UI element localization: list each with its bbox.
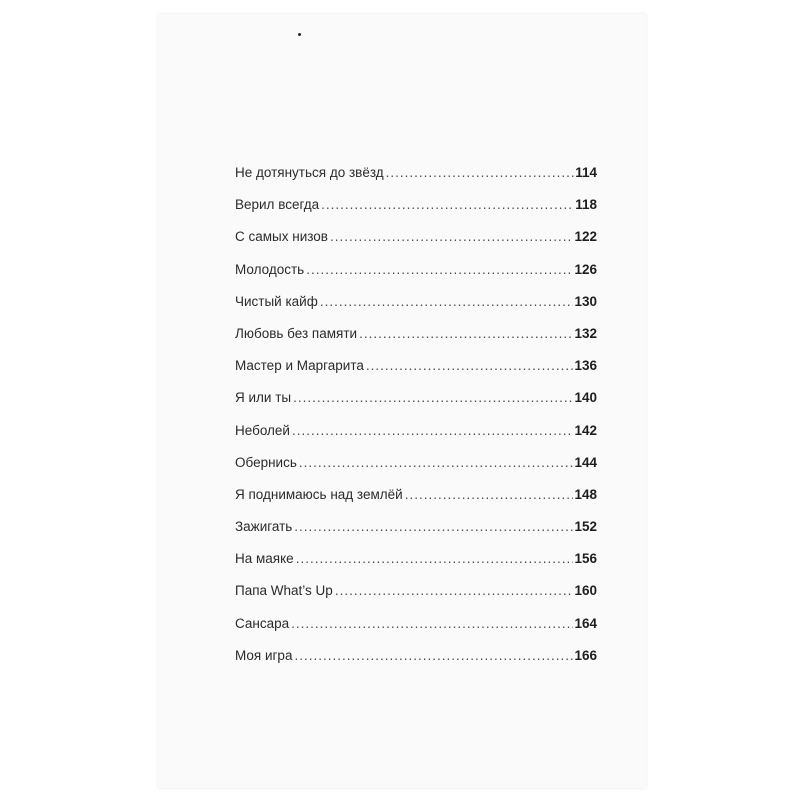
toc-entry-page: 148 xyxy=(574,486,597,502)
dot-leader xyxy=(306,262,573,277)
toc-entry-page: 114 xyxy=(575,165,597,180)
toc-entry xyxy=(235,551,597,583)
dot-leader xyxy=(335,583,574,598)
toc-entry-page: 140 xyxy=(574,390,597,406)
toc-entry-page: 122 xyxy=(574,229,597,245)
dot-leader xyxy=(296,551,574,566)
table-of-contents xyxy=(235,165,597,680)
toc-entry xyxy=(235,455,597,487)
dot-leader xyxy=(294,519,573,534)
toc-entry-title: На маяке xyxy=(235,551,294,567)
dot-leader xyxy=(359,326,573,341)
toc-entry xyxy=(235,326,597,358)
dot-leader xyxy=(321,197,574,212)
toc-entry-title: Моя игра xyxy=(235,647,293,663)
toc-entry-title: Я поднимаюсь над землёй xyxy=(235,486,403,502)
toc-entry xyxy=(235,487,597,519)
toc-entry xyxy=(235,616,597,648)
toc-entry xyxy=(235,583,597,615)
dot-leader xyxy=(330,229,574,244)
dot-leader xyxy=(386,165,575,180)
toc-entry-page: 118 xyxy=(575,197,597,213)
toc-entry-page: 152 xyxy=(574,519,597,535)
toc-entry-title: Чистый кайф xyxy=(235,293,318,309)
toc-entry-title: Папа What’s Up xyxy=(235,583,333,599)
print-speck xyxy=(298,33,301,36)
dot-leader xyxy=(291,616,573,631)
dot-leader xyxy=(293,390,573,405)
toc-entry xyxy=(235,519,597,551)
toc-entry-page: 142 xyxy=(574,422,597,438)
toc-entry-title: Верил всегда xyxy=(235,197,320,213)
toc-entry-page: 136 xyxy=(574,358,597,374)
toc-entry-page: 132 xyxy=(574,325,597,341)
toc-entry-page: 126 xyxy=(574,261,597,277)
toc-entry-title: Зажигать xyxy=(235,519,293,535)
toc-entry-page: 160 xyxy=(574,583,597,599)
toc-entry-title: Не дотянуться до звёзд xyxy=(235,165,384,180)
toc-entry xyxy=(235,358,597,390)
toc-entry-title: Мастер и Маргарита xyxy=(235,358,364,374)
dot-leader xyxy=(320,294,574,309)
toc-entry-title: Я или ты xyxy=(235,390,292,406)
toc-entry-title: Молодость xyxy=(235,261,305,277)
toc-entry-page: 156 xyxy=(574,551,597,567)
toc-entry xyxy=(235,390,597,422)
toc-entry xyxy=(235,423,597,455)
dot-leader xyxy=(292,423,573,438)
dot-leader xyxy=(405,487,574,502)
toc-entry xyxy=(235,294,597,326)
toc-entry xyxy=(235,197,597,229)
toc-entry-title: С самых низов xyxy=(235,229,328,245)
toc-entry-title: Неболей xyxy=(235,422,290,438)
toc-entry-title: Обернись xyxy=(235,454,297,470)
toc-entry-page: 166 xyxy=(574,647,597,663)
toc-entry-page: 130 xyxy=(574,293,597,309)
dot-leader xyxy=(294,648,573,663)
dot-leader xyxy=(299,455,574,470)
toc-entry-title: Сансара xyxy=(235,615,290,631)
toc-entry xyxy=(235,229,597,261)
dot-leader xyxy=(366,358,574,373)
toc-entry xyxy=(235,648,597,680)
toc-entry-page: 164 xyxy=(574,615,597,631)
toc-entry xyxy=(235,165,597,197)
toc-entry xyxy=(235,262,597,294)
toc-entry-title: Любовь без памяти xyxy=(235,325,358,341)
toc-entry-page: 144 xyxy=(574,454,597,470)
